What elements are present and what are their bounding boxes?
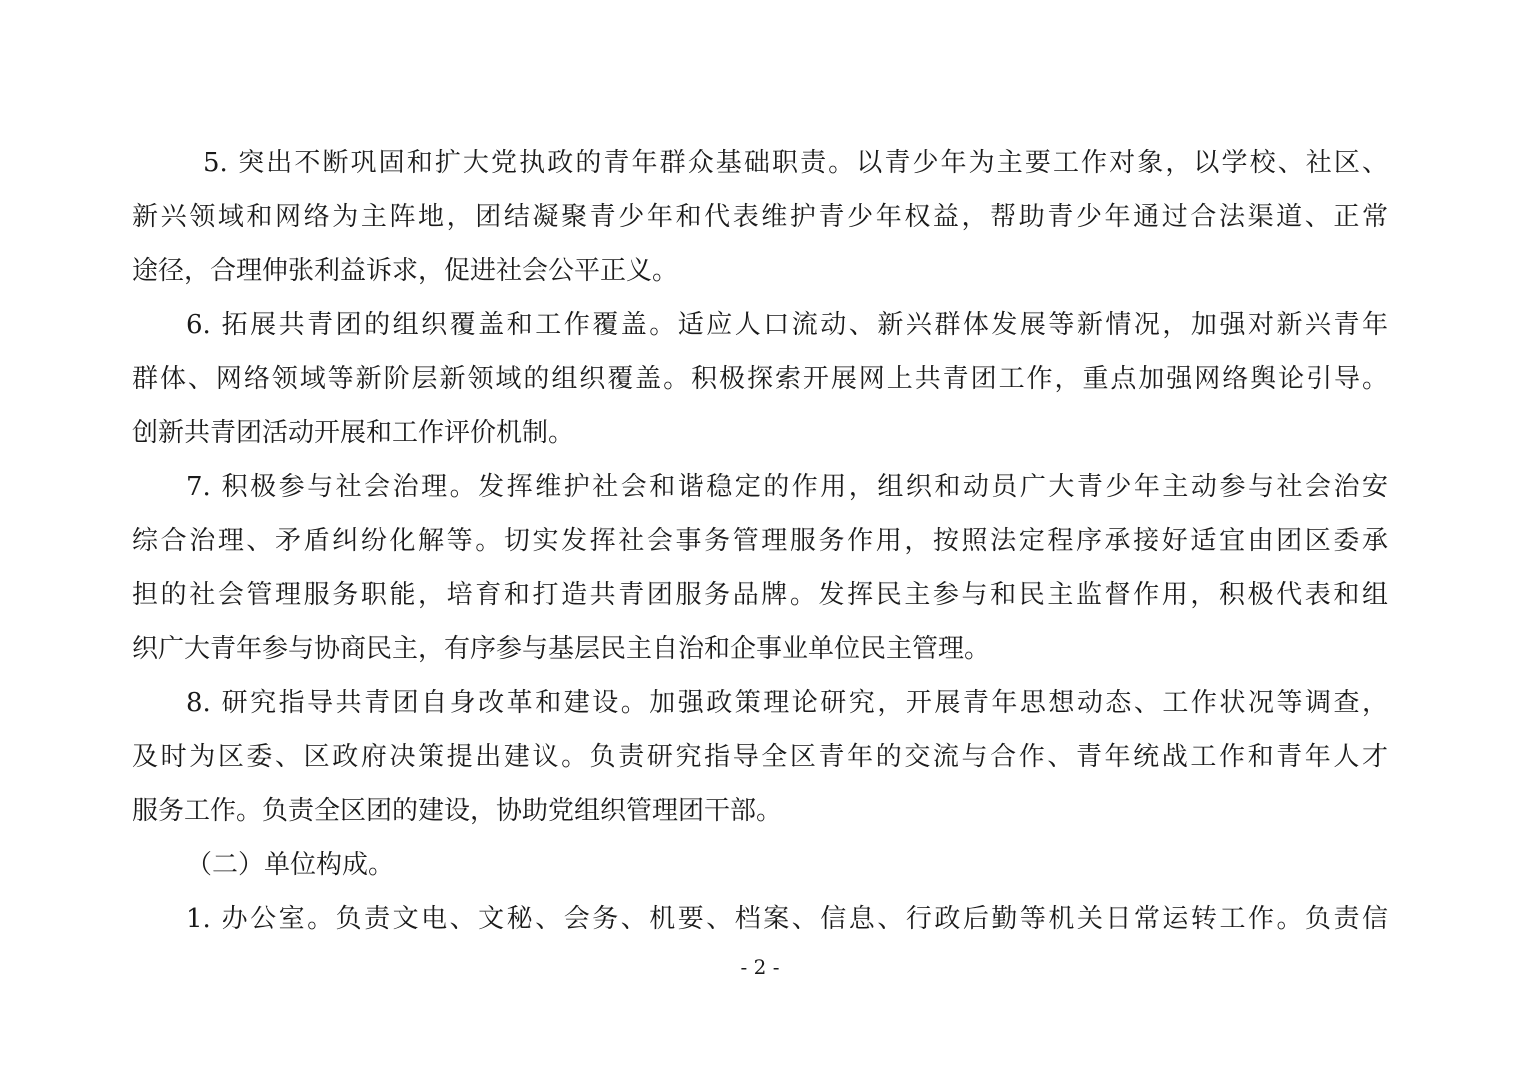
line-text: 综合治理、矛盾纠纷化解等。切实发挥社会事务管理服务作用，按照法定程序承接好适宜由团区委承 — [132, 526, 1388, 556]
line-text: 群体、网络领域等新阶层新领域的组织覆盖。积极探索开展网上共青团工作，重点加强网络舆论引导。 — [132, 364, 1388, 394]
text-line — [0, 730, 1520, 784]
line-text: 7. 积极参与社会治理。发挥维护社会和谐稳定的作用，组织和动员广大青少年主动参与社会治安 — [186, 472, 1388, 502]
text-line — [0, 190, 1520, 244]
text-line — [0, 406, 1520, 460]
text-line — [0, 676, 1520, 730]
line-text: 5. 突出不断巩固和扩大党执政的青年群众基础职责。以青少年为主要工作对象，以学校、社区、 — [203, 148, 1388, 178]
text-line — [0, 568, 1520, 622]
line-text: 创新共青团活动开展和工作评价机制。 — [132, 418, 575, 448]
text-line — [0, 784, 1520, 838]
text-line — [0, 460, 1520, 514]
line-text: 担的社会管理服务职能，培育和打造共青团服务品牌。发挥民主参与和民主监督作用，积极代表和组 — [132, 580, 1388, 610]
text-line — [0, 244, 1520, 298]
text-line — [0, 298, 1520, 352]
text-line — [0, 136, 1520, 190]
line-text: 织广大青年参与协商民主，有序参与基层民主自治和企事业单位民主管理。 — [132, 634, 991, 664]
line-text: 及时为区委、区政府决策提出建议。负责研究指导全区青年的交流与合作、青年统战工作和青年人才 — [132, 742, 1388, 772]
text-line — [0, 622, 1520, 676]
text-line — [0, 514, 1520, 568]
line-text: 服务工作。负责全区团的建设，协助党组织管理团干部。 — [132, 796, 783, 826]
line-text: 8. 研究指导共青团自身改革和建设。加强政策理论研究，开展青年思想动态、工作状况等调查， — [186, 688, 1388, 718]
page-number: - 2 - — [740, 955, 780, 979]
text-line — [0, 892, 1520, 946]
text-line — [0, 352, 1520, 406]
section-heading — [0, 838, 1520, 892]
line-text: 新兴领域和网络为主阵地，团结凝聚青少年和代表维护青少年权益，帮助青少年通过合法渠道、正常 — [132, 202, 1388, 232]
line-text: 6. 拓展共青团的组织覆盖和工作覆盖。适应人口流动、新兴群体发展等新情况，加强对新兴青年 — [186, 310, 1388, 340]
section-heading-text: （二）单位构成。 — [186, 850, 395, 880]
line-text: 途径，合理伸张利益诉求，促进社会公平正义。 — [132, 256, 679, 286]
line-text: 1. 办公室。负责文电、文秘、会务、机要、档案、信息、行政后勤等机关日常运转工作。负责信 — [186, 904, 1388, 934]
